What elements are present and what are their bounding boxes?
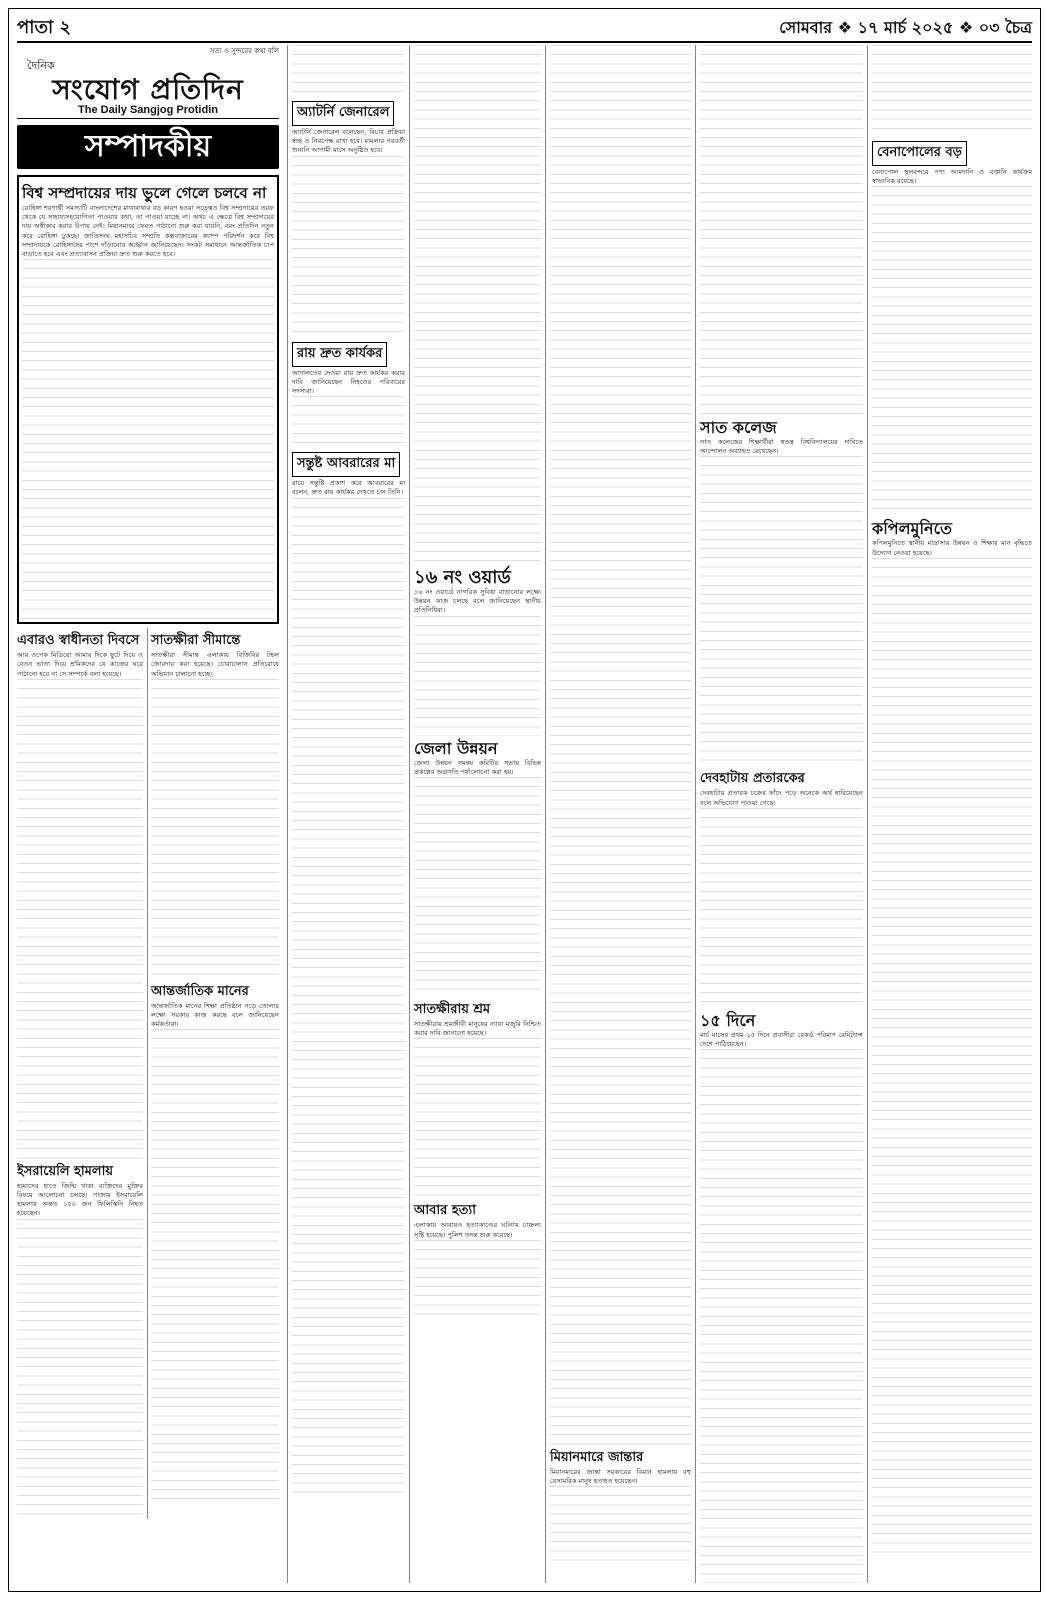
editorial-box	[17, 175, 279, 624]
article-body: আন্তর্জাতিক মানের শিক্ষা প্রতিষ্ঠান গড়ে তোলার লক্ষ্যে সরকার কাজ করছে বলে জানিয়েছেন কর্মকর্তারা।	[151, 1001, 279, 1029]
article-text-lines	[292, 156, 405, 336]
article-text-lines	[151, 679, 279, 979]
column-6	[867, 45, 1032, 1583]
article-text-lines	[550, 45, 691, 1445]
article-headline: ১৫ দিনে	[700, 1010, 756, 1030]
masthead-title: সংযোগ প্রতিদিন	[52, 73, 244, 106]
editorial-banner: সম্পাদকীয়	[17, 125, 279, 169]
article-text-lines	[700, 1049, 863, 1583]
article-body: এলাকায় আবারও হত্যাকাণ্ডের ঘটনায় চাঞ্চল্য সৃষ্টি হয়েছে। পুলিশ তদন্ত শুরু করেছে।	[414, 1221, 541, 1239]
masthead-prefix: দৈনিক	[27, 59, 55, 72]
article-text-lines	[700, 456, 863, 766]
article-headline: সাতক্ষীরায় শ্রম	[414, 1002, 491, 1018]
article-headline: ১৬ নং ওয়ার্ড	[414, 567, 511, 588]
article-satkhira-border	[147, 628, 279, 1518]
column-4	[545, 45, 691, 1583]
article-text-lines	[17, 1219, 143, 1519]
article-headline: সন্তুষ্ট আবরারের মা	[292, 452, 400, 477]
article-text-lines	[414, 616, 541, 736]
article-headline: কপিলমুনিতে	[872, 519, 953, 539]
page-number: পাতা ২	[17, 16, 72, 38]
article-headline: আন্তর্জাতিক মানের	[151, 983, 249, 999]
article-body: আর ওপেক মিডিয়ো আমার দিকে ছুটে দিয়ে ও বেতন ভাতা দিয়ে শ্রমিকদের যে কাজের ঘরে পাঠানো হবে না সে সম্পর্কে বলা হয়েছে।	[17, 651, 144, 678]
article-text-lines	[414, 45, 541, 565]
article-text-lines	[414, 1240, 541, 1320]
article-body: সাত কলেজের শিক্ষার্থীরা স্বতন্ত্র বিশ্ববিদ্যালয়ের দাবিতে আন্দোলন অব্যাহত রেখেছেন।	[700, 438, 863, 456]
article-text-lines	[17, 679, 143, 1159]
article-text-lines	[414, 777, 541, 997]
page-header	[17, 15, 1032, 43]
article-body: ১৬ নং ওয়ার্ডে নাগরিক সুবিধা বাড়ানোর লক্ষ্যে উন্নয়ন কাজ চলছে বলে জানিয়েছেন স্থানীয় প্রতিনিধিরা।	[414, 588, 541, 615]
article-text-lines	[872, 45, 1032, 135]
dateline: সোমবার ❖ ১৭ মার্চ ২০২৫ ❖ ০৩ চৈত্র	[779, 17, 1032, 37]
masthead-title-en: The Daily Sangjog Protidin	[78, 104, 218, 116]
column-5	[695, 45, 863, 1583]
article-headline: অ্যাটর্নি জেনারেল	[292, 101, 394, 126]
article-headline: সাতক্ষীরা সীমান্তে	[151, 633, 241, 649]
masthead-tagline: সত্য ও সুন্দরের কথা বলি	[209, 47, 279, 55]
article-body: জেলা উন্নয়ন সমন্বয় কমিটির সভায় বিভিন্ন প্রকল্পের অগ্রগতি পর্যালোচনা করা হয়।	[414, 758, 541, 776]
article-headline: রায় দ্রুত কার্যকর	[292, 342, 387, 367]
article-body: অ্যাটর্নি জেনারেল বলেছেন, বিচার প্রক্রিয়া স্বচ্ছ ও নিরপেক্ষ রাখা হবে। মামলার পরবর্তী শুনানি আগামী মাসে অনুষ্ঠিত হবে।	[292, 128, 405, 155]
article-headline: ইসরায়েলি হামলায়	[17, 1163, 114, 1179]
article-text-lines	[414, 1038, 541, 1198]
article-body: হামাসের হাতে জিম্মি থাকা ব্যক্তিদের মুক্তির বিষয়ে আলোচনা চলছে। গাজায় ইসরায়েলি হামলায় অন্তত ১৫০ জন ফিলিস্তিনি নিহত হয়েছেন।	[17, 1181, 144, 1218]
article-body: রায়ে সন্তুষ্টি প্রকাশ করে আবরারের মা বলেন, দ্রুত রায় কার্যকর দেখতে চান তিনি।	[292, 479, 405, 497]
masthead	[17, 45, 279, 119]
article-headline: বেনাপোলের বড়	[872, 141, 967, 166]
article-body: বেনাপোল স্থলবন্দরে পণ্য আমদানি ও রপ্তানি কার্যক্রম স্বাভাবিক রয়েছে।	[872, 168, 1032, 186]
column-2	[287, 45, 405, 1583]
article-body: দেবহাটায় প্রতারক চক্রের ফাঁদে পড়ে অনেকে অর্থ হারিয়েছেন বলে অভিযোগ পাওয়া গেছে।	[700, 789, 863, 807]
article-text-lines	[550, 1486, 691, 1566]
article-text-lines	[292, 45, 405, 95]
editorial-body: রোহিঙ্গা শরণার্থী সমস্যাটি বাংলাদেশের মাথাব্যথার বড় কারণ হওয়া সত্ত্বেও বিশ্ব সম্প্রদায়ের তরফ থেকে যে সাহায্যসহযোগিতা পাওয়ার কথা, তা পাওয়া যাচ্ছে না। অথচ এ ক্ষেত্রে বিশ্ব সম্প্রদায়ের দায় অস্বীকার করার উপায় নেই। মিয়ানমারে ফেরত পাঠানো শুরু করা যায়নি, বরং প্রতিদিন নতুন করে রোহিঙ্গা ঢুকছে। জাতিসংঘ মহাসচিব সম্প্রতি কক্সবাজারের ক্যাম্প পরিদর্শন করে বিশ্ব সম্প্রদায়কে রোহিঙ্গাদের পাশে দাঁড়ানোর আহ্বান জানিয়েছেন। সংকট সমাধানে আন্তর্জাতিক চাপ বাড়াতে হবে এবং প্রত্যাবাসন প্রক্রিয়া দ্রুত শুরু করতে হবে।	[22, 204, 274, 259]
column-1	[17, 45, 279, 1583]
editorial-headline: বিশ্ব সম্প্রদায়ের দায় ভুলে গেলে চলবে না	[22, 184, 267, 202]
article-body: সাতক্ষীরায় শ্রমজীবী মানুষের ন্যায্য মজুরি নিশ্চিত করার দাবি জানানো হয়েছে।	[414, 1020, 541, 1038]
article-body: আদালতের দেওয়া রায় দ্রুত কার্যকর করার দাবি জানিয়েছেন নিহতের পরিবারের সদস্যরা।	[292, 368, 405, 396]
article-headline: জেলা উন্নয়ন	[414, 738, 498, 758]
article-headline: মিয়ানমারে জান্তার	[550, 1450, 644, 1465]
newspaper-page	[8, 8, 1041, 1592]
article-text-lines	[872, 558, 1032, 1558]
article-text-lines	[872, 186, 1032, 516]
article-headline: এবারও স্বাধীনতা দিবসে	[17, 633, 140, 649]
article-headline: দেবহাটায় প্রতারকের	[700, 771, 805, 787]
editorial-text-lines	[22, 259, 274, 619]
article-text-lines	[700, 45, 863, 415]
article-body: মিয়ানমারের জান্তা সরকারের বিমান হামলায় বহু বেসামরিক মানুষ হতাহত হয়েছেন।	[550, 1468, 691, 1486]
article-text-lines	[292, 498, 405, 1498]
article-body: সাতক্ষীরা সীমান্ত এলাকায় বিজিবির টহল জোরদার করা হয়েছে। চোরাচালান প্রতিরোধে অভিযান চালানো হচ্ছে।	[151, 651, 279, 678]
article-text-lines	[700, 808, 863, 1008]
article-headline: আবার হত্যা	[414, 1203, 476, 1219]
column-3	[409, 45, 541, 1583]
article-text-lines	[292, 396, 405, 446]
article-text-lines	[151, 1029, 279, 1499]
article-body: মার্চ মাসের প্রথম ১৫ দিনে প্রবাসীরা রেকর্ড পরিমাণ রেমিট্যান্স দেশে পাঠিয়েছেন।	[700, 1030, 863, 1049]
article-headline: সাত কলেজ	[700, 418, 777, 437]
article-body: কপিলমুনিতে স্থানীয় মাদ্রাসার উন্নয়ন ও শিক্ষার মান বৃদ্ধিতে উদ্যোগ নেওয়া হয়েছে।	[872, 539, 1032, 557]
article-ebaro	[17, 628, 143, 1518]
